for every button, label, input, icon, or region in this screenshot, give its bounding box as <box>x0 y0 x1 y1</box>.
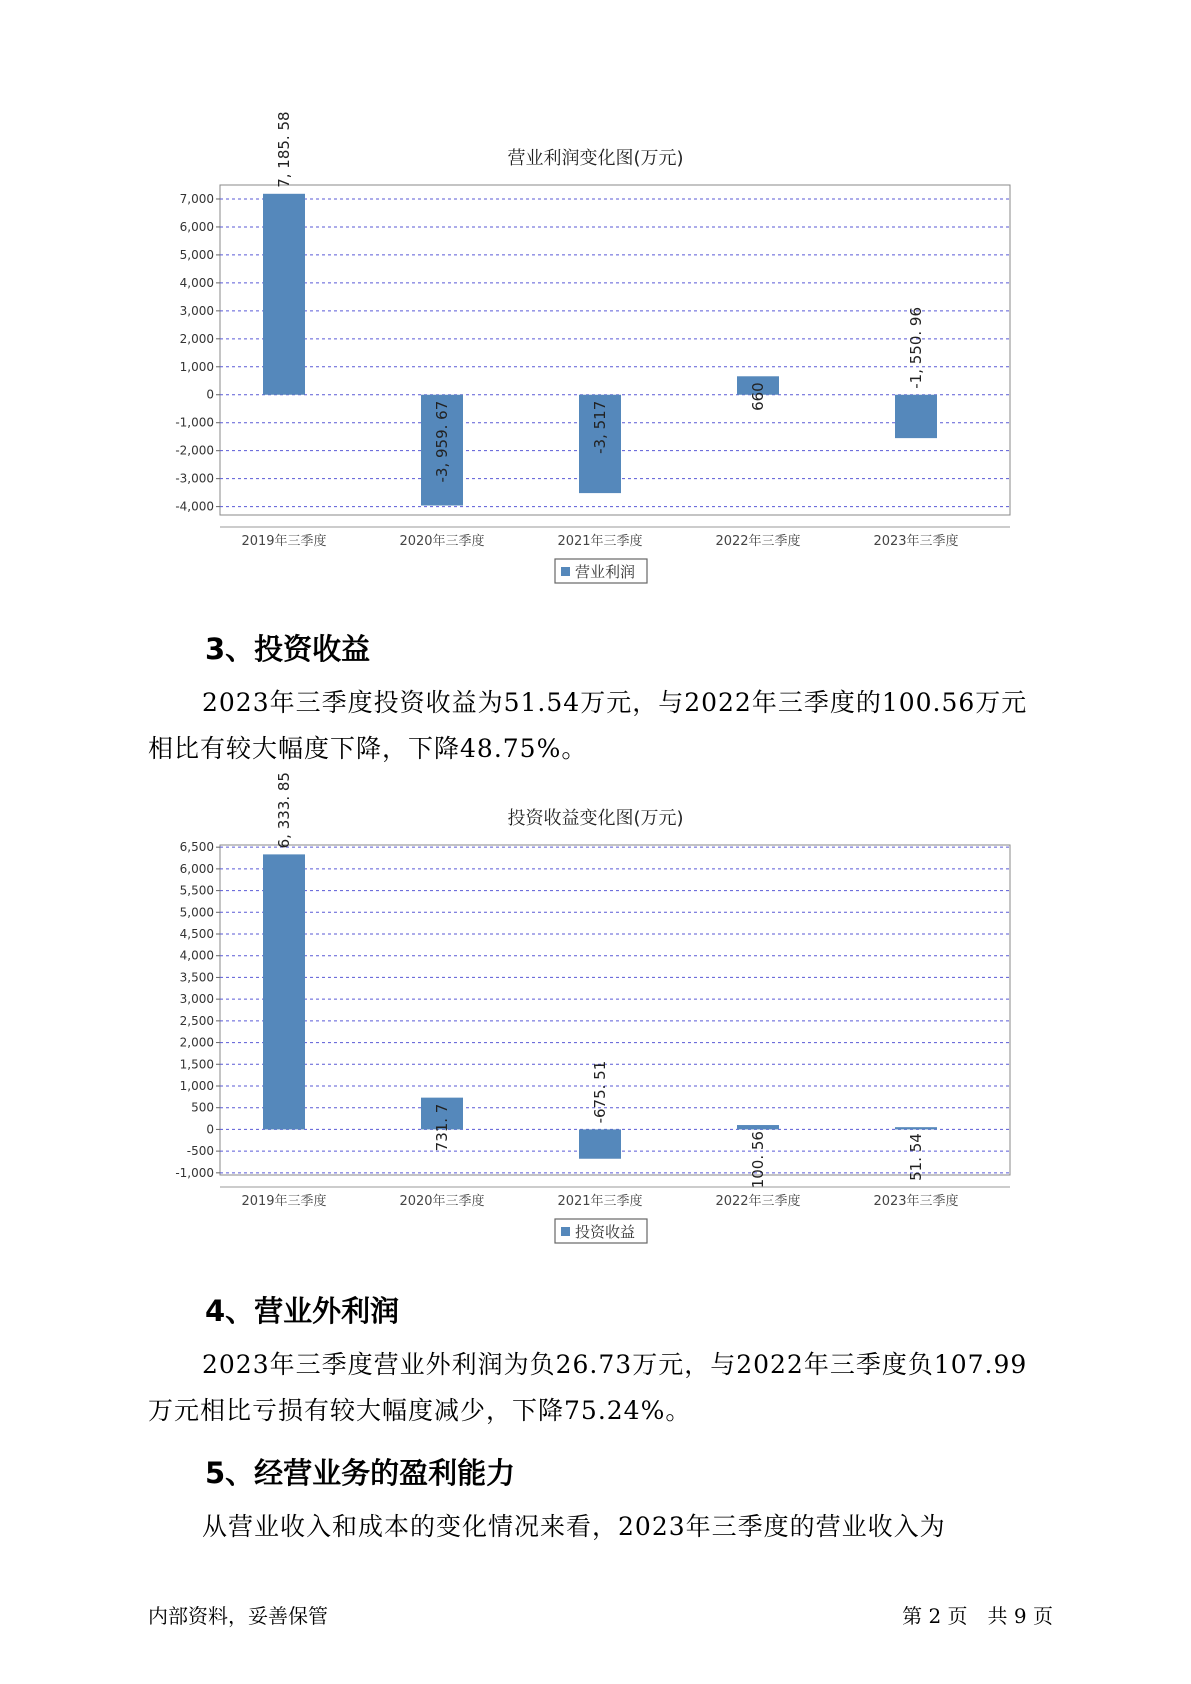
x-tick-label: 2019年三季度 <box>241 534 327 549</box>
y-tick-label: 2,000 <box>179 1035 214 1050</box>
bar <box>895 395 937 438</box>
y-tick-label: -2,000 <box>175 443 214 458</box>
x-tick-label: 2020年三季度 <box>399 1194 485 1209</box>
y-tick-label: 5,000 <box>179 247 214 262</box>
x-tick-label: 2021年三季度 <box>557 534 643 549</box>
y-tick-label: 4,000 <box>179 275 214 290</box>
legend-swatch <box>561 1227 570 1236</box>
y-tick-label: 4,000 <box>179 948 214 963</box>
y-tick-label: 2,000 <box>179 331 214 346</box>
y-tick-label: 0 <box>206 1122 214 1137</box>
y-tick-label: 1,000 <box>179 1078 214 1093</box>
y-tick-label: 3,000 <box>179 992 214 1007</box>
bar <box>263 194 305 395</box>
chart2-title: 投资收益变化图(万元) <box>507 808 684 829</box>
x-tick-label: 2022年三季度 <box>715 1194 801 1209</box>
y-tick-label: -4,000 <box>175 499 214 514</box>
y-tick-label: 3,000 <box>179 303 214 318</box>
y-tick-label: 2,500 <box>179 1013 214 1028</box>
bar-data-label: 51. 54 <box>907 1133 925 1181</box>
bar <box>895 1127 937 1129</box>
legend-label: 营业利润 <box>575 563 636 581</box>
chart1-title: 营业利润变化图(万元) <box>507 148 684 169</box>
section-4-heading: 4、营业外利润 <box>205 1294 400 1328</box>
bar-data-label: -3, 517 <box>591 400 609 454</box>
y-tick-label: 500 <box>191 1100 214 1115</box>
y-tick-label: 6,000 <box>179 861 214 876</box>
y-tick-label: -500 <box>186 1144 214 1159</box>
y-tick-label: -1,000 <box>175 415 214 430</box>
y-tick-label: -3,000 <box>175 471 214 486</box>
x-tick-label: 2023年三季度 <box>873 1194 959 1209</box>
bar-data-label: 100. 56 <box>749 1131 767 1189</box>
bar <box>263 854 305 1129</box>
x-tick-label: 2023年三季度 <box>873 534 959 549</box>
x-tick-label: 2019年三季度 <box>241 1194 327 1209</box>
footer-page-number: 第 2 页 共 9 页 <box>902 1604 1053 1628</box>
y-tick-label: 0 <box>206 387 214 402</box>
y-tick-label: 5,500 <box>179 883 214 898</box>
y-tick-label: 6,000 <box>179 219 214 234</box>
bar-data-label: -1, 550. 96 <box>907 306 925 389</box>
bar-data-label: 7, 185. 58 <box>275 111 293 188</box>
section-3-paragraph: 2023年三季度投资收益为51.54万元，与2022年三季度的100.56万元相比有较大幅度下降，下降48.75%。 <box>148 688 1028 763</box>
y-tick-label: 7,000 <box>179 191 214 206</box>
y-tick-label: -1,000 <box>175 1165 214 1180</box>
section-5-heading: 5、经营业务的盈利能力 <box>205 1456 516 1490</box>
x-tick-label: 2020年三季度 <box>399 534 485 549</box>
plot-area <box>220 845 1010 1175</box>
bar-data-label: 731. 7 <box>433 1103 451 1152</box>
footer-confidential: 内部资料，妥善保管 <box>148 1604 328 1628</box>
y-tick-label: 4,500 <box>179 927 214 942</box>
x-tick-label: 2021年三季度 <box>557 1194 643 1209</box>
bar-data-label: -675. 51 <box>591 1060 609 1124</box>
section-5-paragraph: 从营业收入和成本的变化情况来看，2023年三季度的营业收入为 <box>202 1512 946 1541</box>
y-tick-label: 3,500 <box>179 970 214 985</box>
y-tick-label: 1,000 <box>179 359 214 374</box>
y-tick-label: 1,500 <box>179 1057 214 1072</box>
bar <box>579 1129 621 1158</box>
x-tick-label: 2022年三季度 <box>715 534 801 549</box>
bar-data-label: 6, 333. 85 <box>275 772 293 849</box>
y-tick-label: 5,000 <box>179 905 214 920</box>
bar <box>737 1125 779 1129</box>
section-4-paragraph: 2023年三季度营业外利润为负26.73万元，与2022年三季度负107.99万元相比亏损有较大幅度减少，下降75.24%。 <box>148 1350 1028 1425</box>
legend-swatch <box>561 567 570 576</box>
legend-label: 投资收益 <box>575 1223 636 1241</box>
section-3-heading: 3、投资收益 <box>205 632 371 666</box>
bar-data-label: 660 <box>749 382 767 411</box>
bar-data-label: -3, 959. 67 <box>433 400 451 483</box>
y-tick-label: 6,500 <box>179 840 214 855</box>
